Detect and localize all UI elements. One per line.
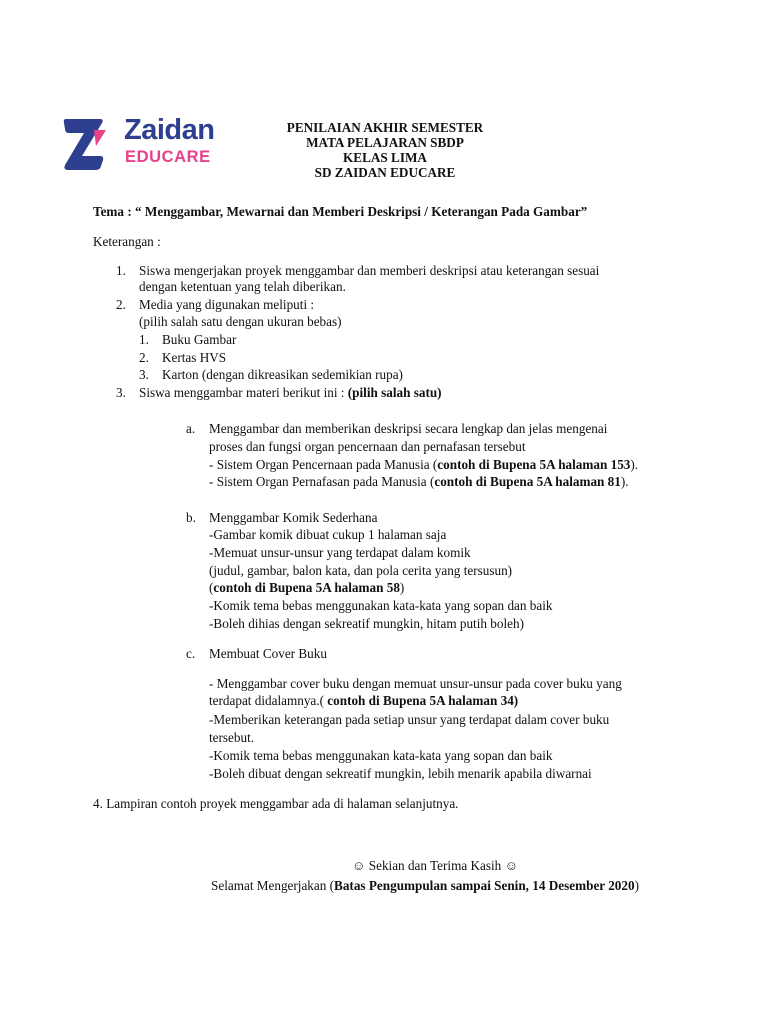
item-4: 4. Lampiran contoh proyek menggambar ada di halaman selanjutnya. bbox=[93, 796, 459, 811]
list-item-text: Siswa mengerjakan proyek menggambar dan memberi deskripsi atau keterangan sesuai bbox=[139, 263, 600, 278]
media-number: 3. bbox=[139, 367, 149, 382]
sub-letter: a. bbox=[186, 421, 196, 436]
sub-a-text bbox=[209, 456, 638, 474]
sub-c-text: -Boleh dibuat dengan sekreatif mungkin, lebih menarik apabila diwarnai bbox=[209, 766, 592, 781]
sub-b-text: -Boleh dihias dengan sekreatif mungkin, hitam putih boleh) bbox=[209, 616, 524, 631]
keterangan-label: Keterangan : bbox=[93, 234, 161, 249]
media-item: Kertas HVS bbox=[162, 350, 227, 365]
header-line: PENILAIAN AKHIR SEMESTER bbox=[286, 120, 484, 135]
closing-deadline bbox=[211, 877, 639, 895]
tema-label: Tema : bbox=[93, 204, 132, 219]
sub-c-text: tersebut. bbox=[209, 730, 255, 745]
text-segment: ) bbox=[634, 878, 639, 893]
header-line: KELAS LIMA bbox=[343, 150, 427, 165]
list-item-text: Media yang digunakan meliputi : bbox=[139, 297, 315, 312]
list-number: 1. bbox=[116, 263, 126, 278]
sub-b-text: (judul, gambar, balon kata, dan pola cerita yang tersusun) bbox=[209, 563, 513, 578]
sub-letter: c. bbox=[186, 646, 196, 661]
text-segment-bold: contoh di Bupena 5A halaman 58 bbox=[213, 580, 400, 595]
sub-a-text: proses dan fungsi organ pencernaan dan pernafasan tersebut bbox=[209, 439, 526, 454]
sub-b-text bbox=[209, 579, 404, 597]
text-segment: ). bbox=[630, 457, 639, 472]
sub-b-text: Menggambar Komik Sederhana bbox=[209, 510, 378, 525]
sub-letter: b. bbox=[186, 510, 196, 525]
text-segment: - Sistem Organ Pernafasan pada Manusia ( bbox=[209, 474, 435, 489]
media-item: Karton (dengan dikreasikan sedemikian rupa) bbox=[162, 367, 403, 382]
list-item-text: dengan ketentuan yang telah diberikan. bbox=[139, 279, 346, 294]
list-item-text: (pilih salah satu dengan ukuran bebas) bbox=[139, 314, 342, 329]
text-segment-bold: contoh di Bupena 5A halaman 153 bbox=[437, 457, 631, 472]
item3-text: Siswa menggambar materi berikut ini : bbox=[139, 385, 345, 400]
media-number: 1. bbox=[139, 332, 149, 347]
sub-a-text: Menggambar dan memberikan deskripsi secara lengkap dan jelas mengenai bbox=[209, 421, 608, 436]
header-line: MATA PELAJARAN SBDP bbox=[306, 135, 464, 150]
z-logo-icon bbox=[60, 116, 116, 174]
deadline-bold: Batas Pengumpulan sampai Senin, 14 Desember 2020 bbox=[334, 878, 635, 893]
list-number: 3. bbox=[116, 385, 126, 400]
tema-line bbox=[93, 203, 587, 221]
text-segment: ( bbox=[209, 580, 214, 595]
sub-a-text bbox=[209, 473, 629, 491]
brand-name: Zaidan bbox=[124, 114, 215, 146]
media-item: Buku Gambar bbox=[162, 332, 237, 347]
sub-c-text: - Menggambar cover buku dengan memuat unsur-unsur pada cover buku yang bbox=[209, 676, 622, 691]
text-segment: - Sistem Organ Pencernaan pada Manusia ( bbox=[209, 457, 438, 472]
media-number: 2. bbox=[139, 350, 149, 365]
tema-text: “ Menggambar, Mewarnai dan Memberi Deskripsi / Keterangan Pada Gambar” bbox=[135, 204, 588, 219]
sub-c-text: -Memberikan keterangan pada setiap unsur yang terdapat dalam cover buku bbox=[209, 712, 610, 727]
item3-bold: (pilih salah satu) bbox=[347, 385, 442, 400]
sub-c-text: -Komik tema bebas menggunakan kata-kata yang sopan dan baik bbox=[209, 748, 553, 763]
text-segment: Selamat Mengerjakan ( bbox=[211, 878, 335, 893]
list-number: 2. bbox=[116, 297, 126, 312]
text-segment-bold: contoh di Bupena 5A halaman 34) bbox=[323, 693, 519, 708]
header-line: SD ZAIDAN EDUCARE bbox=[314, 165, 456, 180]
text-segment: ) bbox=[399, 580, 405, 595]
list-item-text bbox=[139, 384, 442, 402]
sub-b-text: -Gambar komik dibuat cukup 1 halaman saja bbox=[209, 527, 447, 542]
closing-thanks: ☺ Sekian dan Terima Kasih ☺ bbox=[352, 858, 519, 873]
document-header bbox=[230, 120, 540, 180]
text-segment: ). bbox=[620, 474, 629, 489]
sub-b-text: -Komik tema bebas menggunakan kata-kata yang sopan dan baik bbox=[209, 598, 553, 613]
brand-subtitle: EDUCARE bbox=[125, 148, 211, 166]
text-segment: terdapat didalamnya.( bbox=[209, 693, 324, 708]
zaidan-educare-logo bbox=[60, 114, 230, 176]
sub-b-text: -Memuat unsur-unsur yang terdapat dalam komik bbox=[209, 545, 471, 560]
sub-c-text bbox=[209, 692, 518, 710]
sub-c-text: Membuat Cover Buku bbox=[209, 646, 327, 661]
text-segment-bold: contoh di Bupena 5A halaman 81 bbox=[434, 474, 621, 489]
